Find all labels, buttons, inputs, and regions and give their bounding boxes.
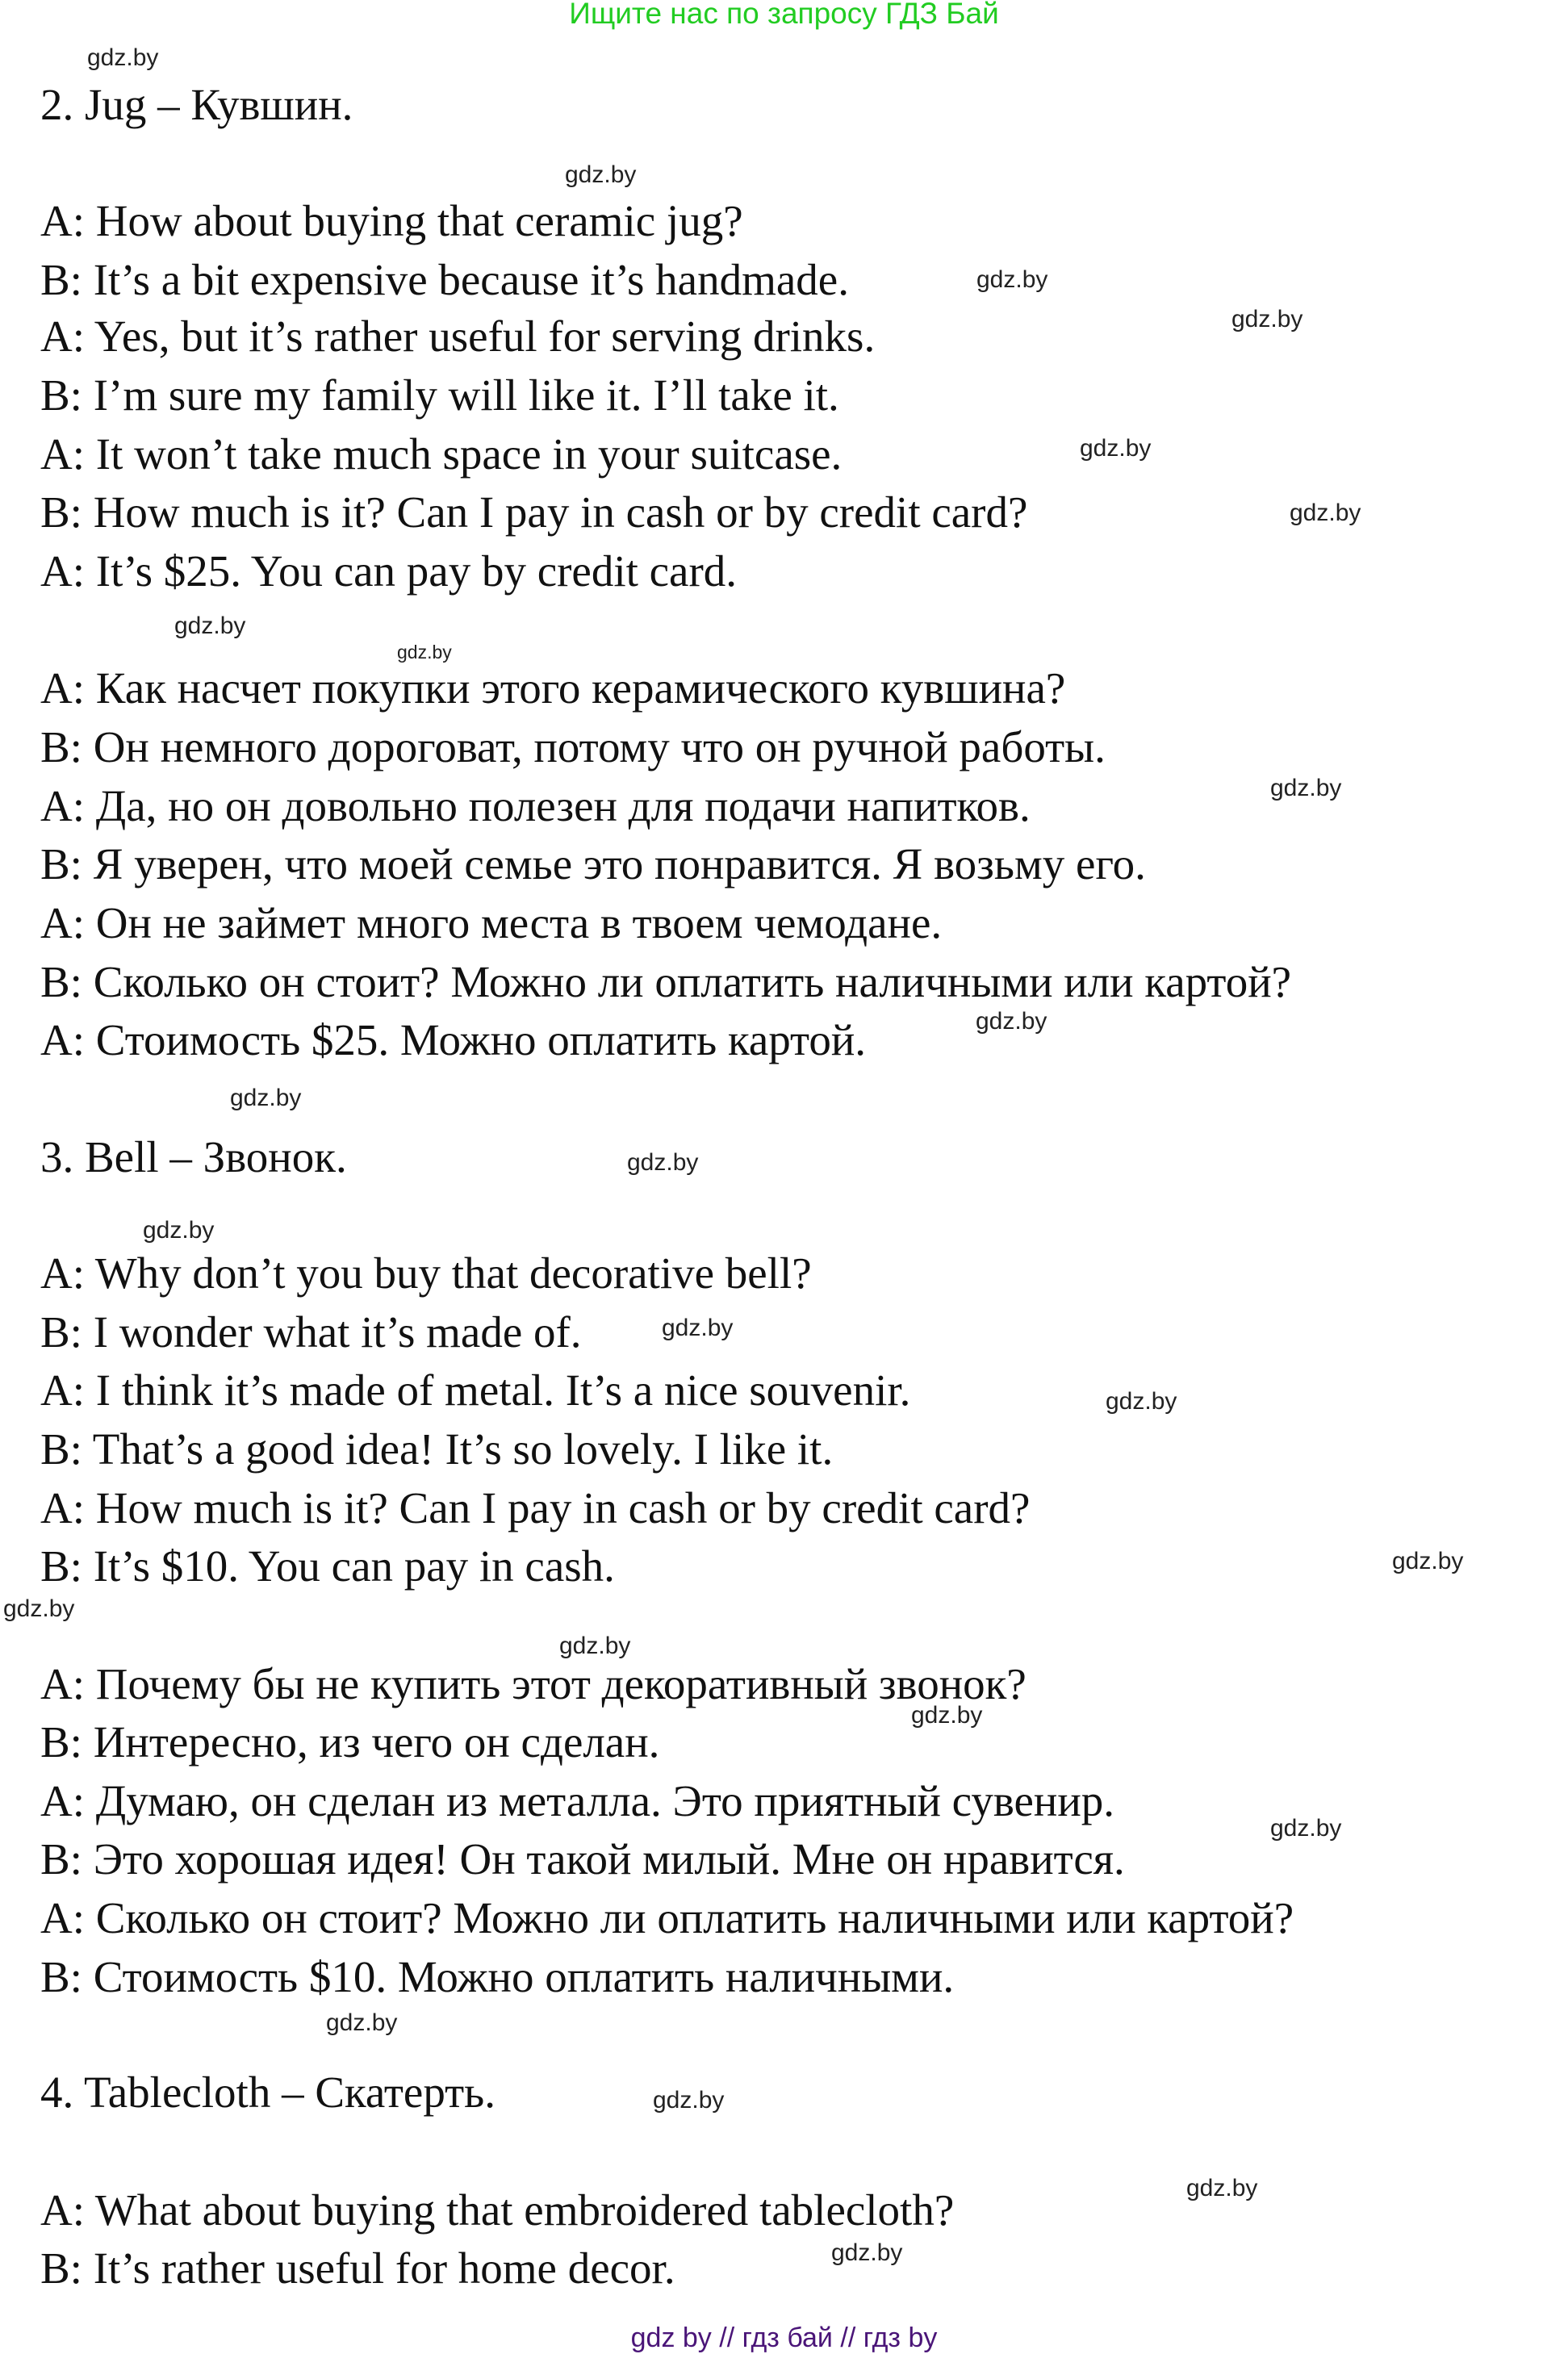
dialogue-line: B: It’s $10. You can pay in cash. — [40, 1541, 615, 1591]
dialogue-line: A: It won’t take much space in your suitcase. — [40, 429, 843, 479]
dialogue-line: A: How much is it? Can I pay in cash or by credit card? — [40, 1483, 1031, 1532]
watermark: gdz.by — [565, 161, 637, 188]
watermark: gdz.by — [1392, 1548, 1464, 1574]
watermark: gdz.by — [326, 2009, 398, 2036]
dialogue-line: A: Стоимость $25. Можно оплатить картой. — [40, 1015, 867, 1064]
dialogue-line: B: I wonder what it’s made of. — [40, 1307, 582, 1357]
watermark: gdz.by — [627, 1149, 699, 1176]
watermark: gdz.by — [1270, 775, 1342, 801]
dialogue-line: A: Как насчет покупки этого керамического кувшина? — [40, 663, 1066, 713]
dialogue-line: B: Интересно, из чего он сделан. — [40, 1717, 660, 1767]
dialogue-line: A: Да, но он довольно полезен для подачи напитков. — [40, 781, 1031, 830]
watermark: gdz.by — [174, 613, 246, 639]
dialogue-line: A: Сколько он стоит? Можно ли оплатить наличными или картой? — [40, 1893, 1294, 1942]
dialogue-line: A: Он не займет много места в твоем чемодане. — [40, 898, 943, 947]
watermark: gdz.by — [397, 642, 452, 663]
watermark: gdz.by — [87, 44, 159, 71]
dialogue-line: B: Он немного дороговат, потому что он ручной работы. — [40, 722, 1106, 771]
dialogue-line: B: It’s rather useful for home decor. — [40, 2243, 675, 2293]
watermark: gdz.by — [1270, 1815, 1342, 1842]
dialogue-line: B: I’m sure my family will like it. I’ll take it. — [40, 370, 839, 420]
dialogue-line: A: It’s $25. You can pay by credit card. — [40, 546, 738, 596]
section-title-jug: 2. Jug – Кувшин. — [40, 80, 353, 129]
section-title-bell: 3. Bell – Звонок. — [40, 1132, 347, 1181]
dialogue-line: B: Сколько он стоит? Можно ли оплатить наличными или картой? — [40, 957, 1292, 1006]
watermark: gdz.by — [559, 1633, 631, 1659]
dialogue-line: A: What about buying that embroidered tablecloth? — [40, 2185, 955, 2235]
dialogue-line: A: Yes, but it’s rather useful for serving drinks. — [40, 311, 876, 361]
dialogue-line: B: Стоимость $10. Можно оплатить наличными. — [40, 1952, 955, 2001]
dialogue-line: B: Это хорошая идея! Он такой милый. Мне он нравится. — [40, 1834, 1125, 1884]
dialogue-line: B: Я уверен, что моей семье это понравится. Я возьму его. — [40, 839, 1146, 888]
watermark: gdz.by — [831, 2239, 903, 2266]
watermark: gdz.by — [662, 1315, 734, 1341]
watermark: gdz.by — [143, 1217, 215, 1244]
watermark: gdz.by — [1290, 500, 1361, 526]
dialogue-line: A: Почему бы не купить этот декоративный звонок? — [40, 1659, 1027, 1708]
watermark: gdz.by — [653, 2087, 725, 2114]
watermark: gdz.by — [230, 1085, 302, 1111]
watermark: gdz.by — [3, 1595, 75, 1622]
dialogue-line: A: How about buying that ceramic jug? — [40, 196, 743, 245]
watermark: gdz.by — [976, 1008, 1047, 1035]
watermark: gdz.by — [911, 1702, 983, 1729]
dialogue-line: A: Думаю, он сделан из металла. Это приятный сувенир. — [40, 1776, 1115, 1825]
watermark: gdz.by — [1080, 435, 1152, 462]
dialogue-line: A: Why don’t you buy that decorative bell? — [40, 1248, 812, 1298]
dialogue-line: B: How much is it? Can I pay in cash or by credit card? — [40, 487, 1028, 537]
section-title-tablecloth: 4. Tablecloth – Скатерть. — [40, 2068, 495, 2117]
dialogue-line: B: It’s a bit expensive because it’s handmade. — [40, 255, 849, 304]
dialogue-line: A: I think it’s made of metal. It’s a nice souvenir. — [40, 1365, 911, 1415]
header-banner: Ищите нас по запросу ГДЗ Бай — [569, 0, 999, 30]
watermark: gdz.by — [1186, 2175, 1258, 2201]
watermark: gdz.by — [1106, 1388, 1177, 1415]
watermark: gdz.by — [976, 266, 1048, 293]
watermark: gdz.by — [1231, 306, 1303, 332]
dialogue-line: B: That’s a good idea! It’s so lovely. I like it. — [40, 1424, 834, 1474]
footer-links: gdz by // гдз бай // гдз by — [630, 2323, 938, 2353]
